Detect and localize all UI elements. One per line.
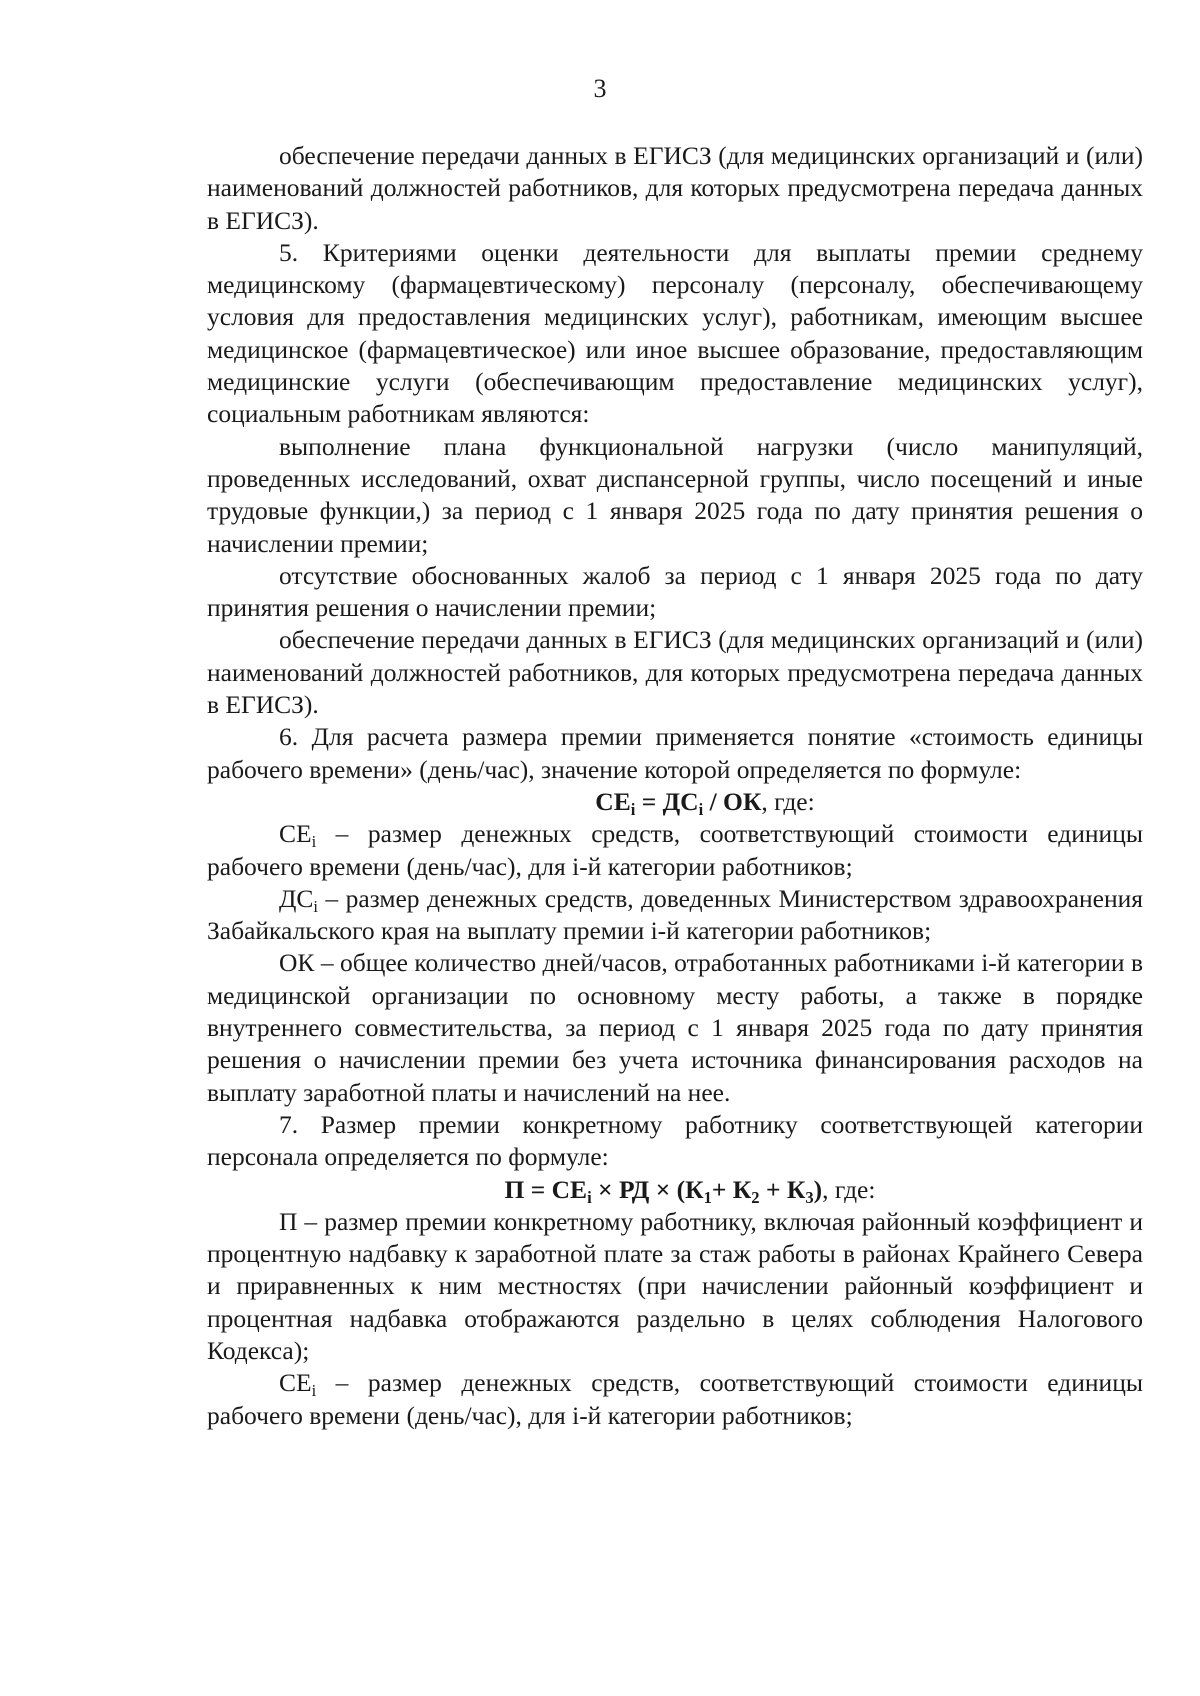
page-number: 3 — [593, 74, 607, 103]
definition-ce: $СЕ_i$ – размер денежных средств, соответствующий стоимости единицы рабочего времени (день/час), для i-й категории работников; — [207, 819, 1143, 881]
paragraph-5-criteria: 5. Критериями оценки деятельности для выплаты премии среднему медицинскому (фармацевтическому) персоналу (персоналу, обеспечивающему условия для предоставления медицинских услуг), работникам, имеющим высшее медицинское (фармацевтическое) или иное высшее образование, предоставляющим медицинские услуги (обеспечивающим предоставление медицинских услуг), социальным работникам являются: — [207, 237, 1143, 429]
definition-ce-repeat: $СЕ_i$ – размер денежных средств, соответствующий стоимости единицы рабочего времени (день/час), для i-й категории работников; — [207, 1368, 1143, 1430]
formula-unit-cost: $СЕ_i = ДС_i$ / ОК, где: — [595, 786, 815, 819]
paragraph-7-bonus-size: 7. Размер премии конкретному работнику соответствующей категории персонала определяется по формуле: — [207, 1109, 1143, 1172]
paragraph-egisz-continued: обеспечение передачи данных в ЕГИСЗ (для медицинских организаций и (или) наименований должностей работников, для которых предусмотрена передача данных в ЕГИСЗ). — [207, 141, 1143, 235]
formula-bonus: $П = СЕ_i$ × РД × $(К_1+ К_2 + К_3)$, где: — [504, 1174, 876, 1207]
criterion-no-complaints: отсутствие обоснованных жалоб за период с 1 января 2025 года по дату принятия решения о начислении премии; — [207, 560, 1143, 623]
criterion-workload-plan: выполнение плана функциональной нагрузки (число манипуляций, проведенных исследований, охват диспансерной группы, число посещений и иные трудовые функции,) за период с 1 января 2025 года по дату принятия решения о начислении премии; — [207, 431, 1143, 558]
definition-p: П – размер премии конкретному работнику, включая районный коэффициент и процентную надбавку к заработной плате за стаж работы в районах Крайнего Севера и приравненных к ним местностях (при начислении районный коэффициент и процентная надбавка отображаются раздельно в целях соблюдения Налогового Кодекса); — [207, 1206, 1143, 1365]
criterion-egisz-transfer: обеспечение передачи данных в ЕГИСЗ (для медицинских организаций и (или) наименований должностей работников, для которых предусмотрена передача данных в ЕГИСЗ). — [207, 625, 1143, 720]
definition-ok: ОК – общее количество дней/часов, отработанных работниками i-й категории в медицинской организации по основному месту работы, а также в порядке внутреннего совместительства, за период с 1 января 2025 года по дату принятия решения о начислении премии без учета источника финансирования расходов на выплату заработной платы и начислений на нее. — [207, 948, 1143, 1107]
paragraph-6-unit-cost: 6. Для расчета размера премии применяется понятие «стоимость единицы рабочего времени» (день/час), значение которой определяется по формуле: — [207, 722, 1143, 784]
document-body — [207, 140, 1143, 1432]
definition-ds: $ДС_i$ – размер денежных средств, доведенных Министерством здравоохранения Забайкальского края на выплату премии i-й категории работников; — [207, 883, 1143, 946]
